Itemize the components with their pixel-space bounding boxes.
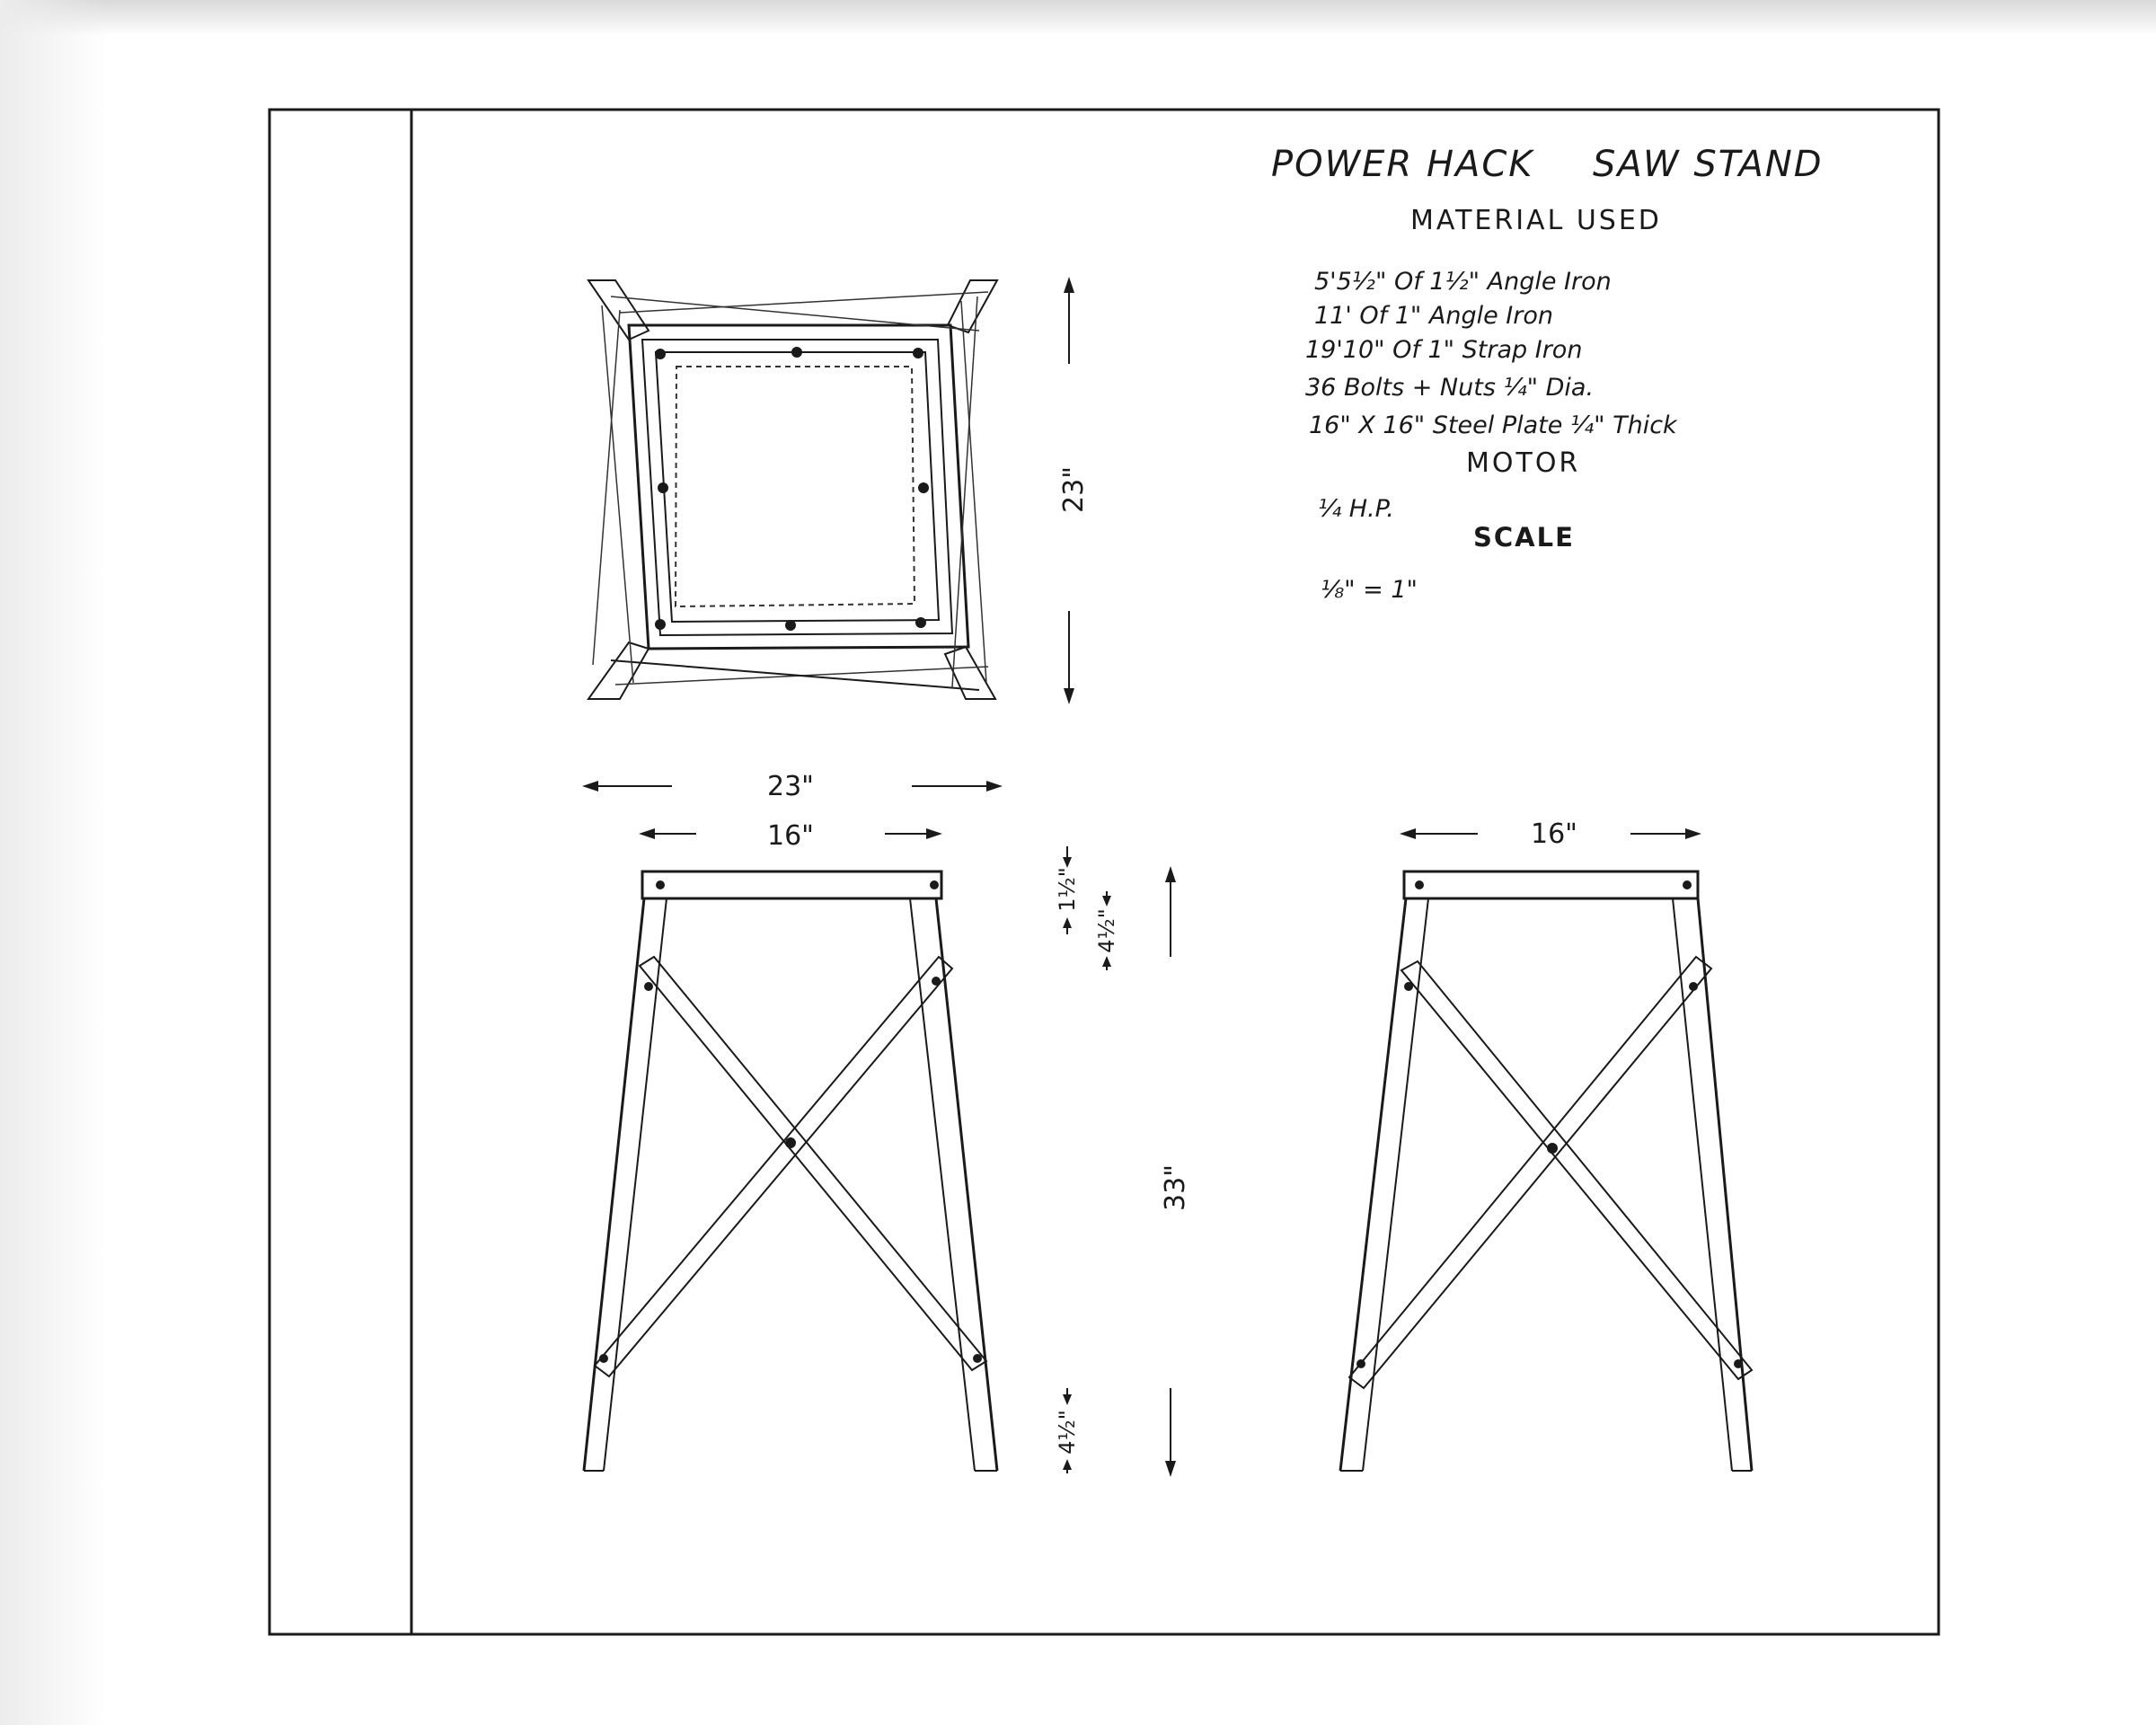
- title-block: [1271, 144, 1824, 604]
- top-view: [588, 280, 997, 699]
- dimension-height: [1160, 866, 1191, 1477]
- title-left: POWER HACK: [1271, 144, 1534, 185]
- front-elevation: [584, 871, 997, 1471]
- dimension-lower-brace-offset: [1055, 1388, 1080, 1473]
- dimension-front-top-width: [639, 820, 942, 852]
- material-item-5: 16" X 16" Steel Plate ¼" Thick: [1309, 411, 1677, 439]
- dimension-top-view-height: [1058, 277, 1090, 704]
- dim-front-top-width: 16": [767, 820, 814, 852]
- materials-heading: MATERIAL USED: [1410, 205, 1662, 236]
- dim-top-view-height: 23": [1058, 466, 1090, 513]
- dim-height: 33": [1160, 1164, 1191, 1211]
- material-item-1: 5'5½" Of 1½" Angle Iron: [1314, 268, 1612, 296]
- scale-heading: SCALE: [1473, 522, 1575, 553]
- side-elevation: [1340, 871, 1752, 1471]
- dim-lower-brace-offset: 4½": [1055, 1410, 1080, 1455]
- dim-upper-brace-offset: 4½": [1094, 908, 1119, 953]
- material-item-3: 19'10" Of 1" Strap Iron: [1305, 336, 1583, 364]
- dim-overall-width: 23": [767, 771, 814, 802]
- title-right: SAW STAND: [1593, 144, 1824, 185]
- dimension-top-rail: [1055, 846, 1080, 934]
- dimension-overall-width: [582, 771, 1003, 802]
- scale-value: ⅛" = 1": [1321, 576, 1418, 604]
- dim-side-top-width: 16": [1531, 818, 1577, 850]
- motor-value: ¼ H.P.: [1318, 495, 1394, 523]
- dim-top-rail: 1½": [1055, 867, 1080, 912]
- material-item-4: 36 Bolts + Nuts ¼" Dia.: [1305, 374, 1595, 402]
- motor-heading: MOTOR: [1466, 447, 1581, 479]
- dimension-side-top-width: [1400, 818, 1701, 850]
- material-item-2: 11' Of 1" Angle Iron: [1314, 302, 1553, 330]
- dimension-upper-brace-offset: [1094, 891, 1119, 970]
